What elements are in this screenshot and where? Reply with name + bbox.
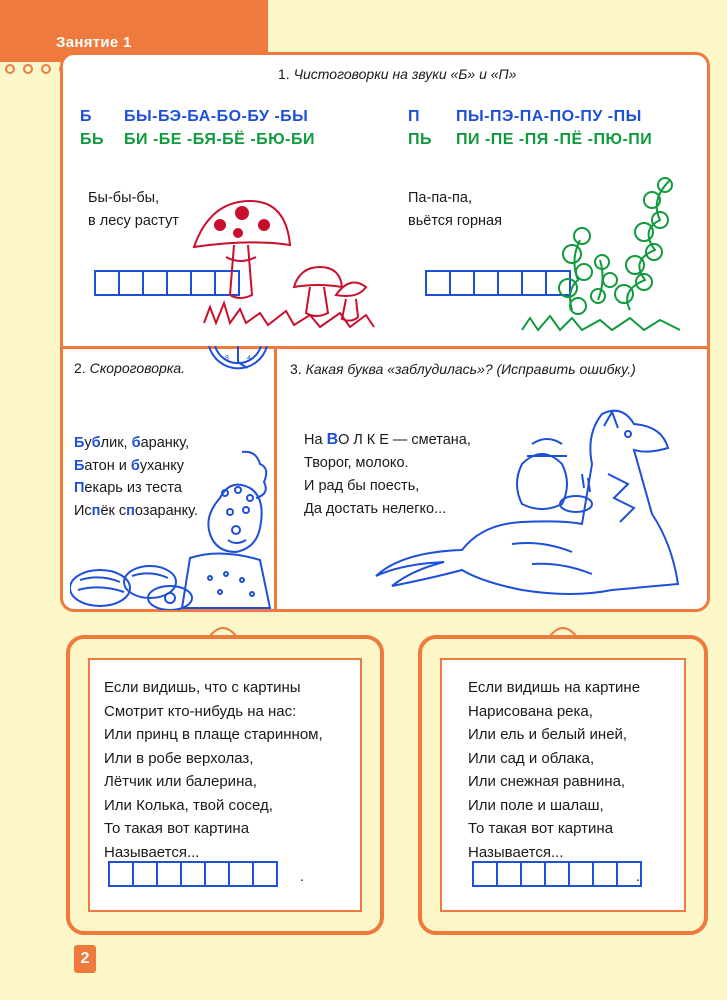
exercise2-heading: 2. Скороговорка. [74, 360, 186, 376]
tongue-twister-line3: Пекарь из теста [74, 480, 182, 496]
landscape-answer-boxes[interactable] [472, 861, 640, 887]
tongue-twister-line4: Испёк спозаранку. [74, 502, 198, 519]
horizontal-divider [60, 346, 710, 349]
baker-icon [70, 448, 275, 610]
ex1-right-row2-syllables: ПИ -ПЕ -ПЯ -ПЁ -ПЮ-ПИ [456, 131, 653, 148]
portrait-period: . [300, 869, 305, 885]
svg-text:4: 4 [247, 355, 251, 362]
ex1-left-row1-letter: Б [80, 108, 92, 125]
lesson-title: Занятие 1 [56, 34, 132, 51]
landscape-poem: Если видишь на картине Нарисована река, Или ель и белый иней, Или сад и облака, Или снежная равнина, Или поле и шалаш, То такая вот картина Называется... [468, 679, 641, 861]
tongue-twister-line1: Бублик, баранку, [74, 435, 190, 451]
page-number: 2 [74, 945, 96, 973]
ex1-right-row2-letter: ПЬ [408, 131, 432, 148]
ex1-left-row1-syllables: БЫ-БЭ-БА-БО-БУ -БЫ [124, 108, 309, 125]
ex1-left-row2-syllables: БИ -БЕ -БЯ-БЁ -БЮ-БИ [124, 131, 315, 148]
exercise3-heading: 3. Какая буква «заблудилась»? (Исправить ошибку.) [290, 361, 636, 377]
mushroom-icon [190, 195, 380, 335]
portrait-poem: Если видишь, что с картины Смотрит кто-нибудь на нас: Или принц в плаще старинном, Или в робе верхолаз, Лётчик или балерина, Или Колька, твой сосед, То такая вот картина Называется... [104, 679, 323, 861]
ex1-left-row2-letter: БЬ [80, 131, 104, 148]
frame-hook-icon [208, 624, 238, 638]
tongue-twister-line2: Батон и буханку [74, 457, 185, 474]
wolf-icon [372, 404, 697, 604]
ex1-left-verse: Бы-бы-бы, в лесу растут [88, 190, 179, 229]
clock-icon [205, 346, 271, 380]
ex1-right-row1-syllables: ПЫ-ПЭ-ПА-ПО-ПУ -ПЫ [456, 108, 642, 125]
ex1-right-verse: Па-па-па, вьётся горная [408, 190, 502, 229]
ex3-line2: Творог, молоко. [304, 455, 409, 471]
exercise1-heading: 1. Чистоговорки на звуки «Б» и «П» [278, 66, 517, 82]
ex3-line1: На ВОЛКЕ— сметана, [304, 431, 471, 448]
landscape-period: . [636, 869, 641, 885]
ex1-right-row1-letter: П [408, 108, 420, 125]
ex3-line4: Да достать нелегко... [304, 501, 447, 517]
mountain-ash-icon [520, 170, 690, 335]
portrait-answer-boxes[interactable] [108, 861, 276, 887]
frame-hook-icon [548, 624, 578, 638]
ex3-line3: И рад бы поесть, [304, 478, 420, 494]
svg-text:8: 8 [225, 355, 229, 362]
